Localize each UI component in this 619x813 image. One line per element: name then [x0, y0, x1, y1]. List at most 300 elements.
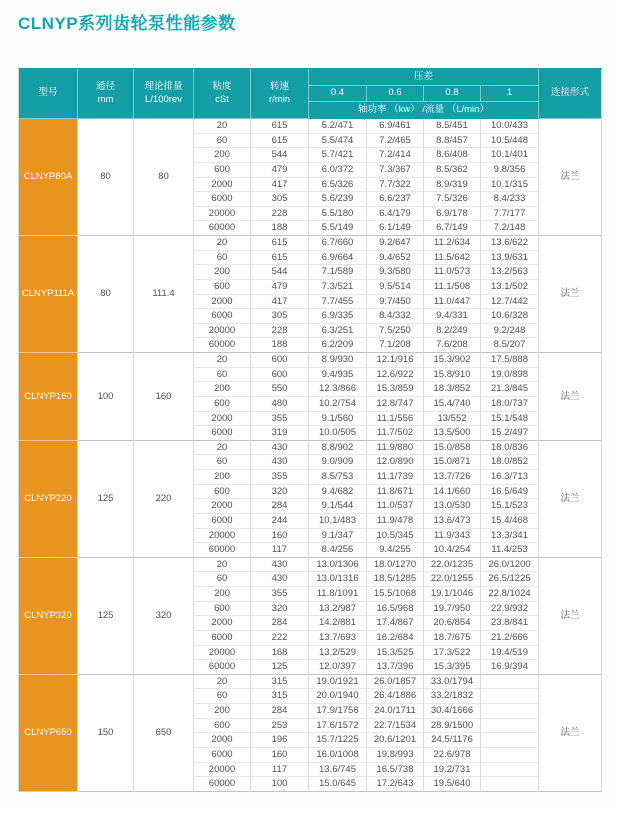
power-flow-cell-0.6: 17.4/867 [367, 616, 424, 631]
viscosity-cell: 20 [194, 119, 251, 134]
header-connection: 连接形式 [539, 69, 602, 119]
power-flow-cell-0.4: 5.5/149 [309, 221, 367, 236]
power-flow-cell-0.8: 8.2/249 [424, 324, 481, 339]
power-flow-cell-0.4: 9.1/347 [309, 529, 367, 544]
power-flow-cell-1 [481, 675, 539, 690]
power-flow-cell-1: 11.4/253 [481, 543, 539, 558]
speed-cell: 355 [251, 412, 309, 427]
viscosity-cell: 20000 [194, 324, 251, 339]
viscosity-cell: 60 [194, 134, 251, 149]
power-flow-cell-0.6: 9.4/652 [367, 251, 424, 266]
speed-cell: 430 [251, 455, 309, 470]
power-flow-cell-0.8: 22.6/978 [424, 748, 481, 763]
power-flow-cell-1 [481, 748, 539, 763]
diameter-cell: 80 [78, 119, 134, 236]
header-row-group [19, 69, 602, 86]
speed-cell: 600 [251, 353, 309, 368]
speed-cell: 479 [251, 280, 309, 295]
power-flow-cell-1: 18.0/737 [481, 397, 539, 412]
power-flow-cell-1: 10.1/401 [481, 148, 539, 163]
table-row [19, 119, 602, 134]
power-flow-cell-1: 7.2/148 [481, 221, 539, 236]
speed-cell: 228 [251, 207, 309, 222]
power-flow-cell-0.4: 8.4/256 [309, 543, 367, 558]
speed-cell: 320 [251, 485, 309, 500]
model-cell: CLNYP111A [19, 236, 78, 353]
speed-cell: 253 [251, 719, 309, 734]
power-flow-cell-0.6: 7.2/414 [367, 148, 424, 163]
diameter-cell: 150 [78, 675, 134, 792]
power-flow-cell-1 [481, 763, 539, 778]
power-flow-cell-0.6: 6.9/461 [367, 119, 424, 134]
power-flow-cell-0.4: 7.7/455 [309, 295, 367, 310]
power-flow-cell-1: 10.1/315 [481, 178, 539, 193]
viscosity-cell: 2000 [194, 412, 251, 427]
viscosity-cell: 20000 [194, 646, 251, 661]
connection-cell: 法兰 [539, 236, 602, 353]
speed-cell: 615 [251, 236, 309, 251]
power-flow-cell-0.4: 13.2/987 [309, 602, 367, 617]
speed-cell: 160 [251, 748, 309, 763]
header-model: 型号 [19, 69, 78, 119]
header-viscosity [194, 69, 251, 119]
header-displacement-unit: L/100rev [145, 93, 182, 105]
power-flow-cell-0.8: 8.5/362 [424, 163, 481, 178]
power-flow-cell-0.4: 5.2/471 [309, 119, 367, 134]
power-flow-cell-0.4: 10.1/483 [309, 514, 367, 529]
speed-cell: 544 [251, 265, 309, 280]
power-flow-cell-0.8: 15.0/871 [424, 455, 481, 470]
power-flow-cell-0.8: 22.0/1255 [424, 572, 481, 587]
viscosity-cell: 60000 [194, 543, 251, 558]
speed-cell: 355 [251, 587, 309, 602]
power-flow-cell-0.6: 11.9/478 [367, 514, 424, 529]
power-flow-cell-0.4: 13.0/1306 [309, 558, 367, 573]
power-flow-cell-0.4: 13.7/693 [309, 631, 367, 646]
power-flow-cell-1: 21.3/845 [481, 382, 539, 397]
connection-cell: 法兰 [539, 353, 602, 441]
power-flow-cell-0.6: 11.1/556 [367, 412, 424, 427]
table-row [19, 441, 602, 456]
speed-cell: 244 [251, 514, 309, 529]
power-flow-cell-0.6: 6.1/149 [367, 221, 424, 236]
power-flow-cell-1: 7.7/177 [481, 207, 539, 222]
power-flow-cell-0.4: 13.2/529 [309, 646, 367, 661]
power-flow-cell-1 [481, 689, 539, 704]
viscosity-cell: 60 [194, 251, 251, 266]
viscosity-cell: 200 [194, 704, 251, 719]
power-flow-cell-0.6: 6.6/237 [367, 192, 424, 207]
model-cell: CLNYP650 [19, 675, 78, 792]
header-diameter [78, 69, 134, 119]
viscosity-cell: 20000 [194, 763, 251, 778]
power-flow-cell-1: 16.9/394 [481, 660, 539, 675]
speed-cell: 430 [251, 558, 309, 573]
power-flow-cell-0.4: 9.4/682 [309, 485, 367, 500]
power-flow-cell-1: 10.0/433 [481, 119, 539, 134]
power-flow-cell-0.8: 10.4/254 [424, 543, 481, 558]
power-flow-cell-1: 17.5/888 [481, 353, 539, 368]
power-flow-cell-1: 21.2/666 [481, 631, 539, 646]
power-flow-cell-0.6: 7.2/465 [367, 134, 424, 149]
power-flow-cell-0.6: 11.1/739 [367, 470, 424, 485]
power-flow-cell-0.8: 19.1/1046 [424, 587, 481, 602]
power-flow-cell-1 [481, 704, 539, 719]
power-flow-cell-1: 10.6/328 [481, 309, 539, 324]
viscosity-cell: 600 [194, 280, 251, 295]
power-flow-cell-0.6: 15.5/1068 [367, 587, 424, 602]
power-flow-cell-0.6: 11.0/537 [367, 499, 424, 514]
speed-cell: 228 [251, 324, 309, 339]
speed-cell: 480 [251, 397, 309, 412]
power-flow-cell-0.6: 26.4/1886 [367, 689, 424, 704]
viscosity-cell: 6000 [194, 192, 251, 207]
power-flow-cell-0.6: 16.2/684 [367, 631, 424, 646]
viscosity-cell: 20 [194, 558, 251, 573]
viscosity-cell: 60000 [194, 777, 251, 792]
power-flow-cell-0.6: 7.1/208 [367, 338, 424, 353]
power-flow-cell-0.8: 11.5/642 [424, 251, 481, 266]
viscosity-cell: 200 [194, 265, 251, 280]
power-flow-cell-0.8: 7.6/208 [424, 338, 481, 353]
viscosity-cell: 6000 [194, 748, 251, 763]
viscosity-cell: 6000 [194, 631, 251, 646]
power-flow-cell-0.6: 7.5/250 [367, 324, 424, 339]
power-flow-cell-0.4: 10.2/754 [309, 397, 367, 412]
power-flow-cell-0.4: 10.0/505 [309, 426, 367, 441]
power-flow-cell-0.4: 5.5/180 [309, 207, 367, 222]
power-flow-cell-0.6: 7.7/322 [367, 178, 424, 193]
power-flow-cell-0.6: 11.7/502 [367, 426, 424, 441]
viscosity-cell: 20 [194, 353, 251, 368]
power-flow-cell-0.4: 5.7/421 [309, 148, 367, 163]
power-flow-cell-1: 12.7/442 [481, 295, 539, 310]
speed-cell: 430 [251, 441, 309, 456]
power-flow-cell-0.8: 11.0/573 [424, 265, 481, 280]
viscosity-cell: 600 [194, 602, 251, 617]
power-flow-cell-0.8: 13.7/726 [424, 470, 481, 485]
page-title: CLNYP系列齿轮泵性能参数 [18, 14, 236, 33]
speed-cell: 100 [251, 777, 309, 792]
power-flow-cell-1: 19.4/519 [481, 646, 539, 661]
power-flow-cell-0.8: 13.6/473 [424, 514, 481, 529]
power-flow-cell-0.8: 11.2/634 [424, 236, 481, 251]
power-flow-cell-0.8: 15.3/902 [424, 353, 481, 368]
viscosity-cell: 200 [194, 148, 251, 163]
power-flow-cell-0.6: 9.7/450 [367, 295, 424, 310]
power-flow-cell-0.8: 8.6/408 [424, 148, 481, 163]
speed-cell: 305 [251, 309, 309, 324]
header-viscosity-label: 粘度 [212, 80, 232, 92]
power-flow-cell-0.6: 12.1/916 [367, 353, 424, 368]
power-flow-cell-0.8: 33.0/1794 [424, 675, 481, 690]
viscosity-cell: 60000 [194, 221, 251, 236]
power-flow-cell-0.6: 12.8/747 [367, 397, 424, 412]
power-flow-cell-1: 19.0/898 [481, 368, 539, 383]
header-diameter-unit: mm [97, 93, 114, 105]
speed-cell: 117 [251, 543, 309, 558]
speed-cell: 160 [251, 529, 309, 544]
header-diameter-label: 通径 [95, 80, 115, 92]
power-flow-cell-1: 15.1/548 [481, 412, 539, 427]
viscosity-cell: 60 [194, 455, 251, 470]
power-flow-cell-0.4: 5.6/239 [309, 192, 367, 207]
power-flow-cell-1: 8.5/207 [481, 338, 539, 353]
displacement-cell: 111.4 [134, 236, 194, 353]
power-flow-cell-0.8: 19.5/640 [424, 777, 481, 792]
power-flow-cell-1: 16.5/649 [481, 485, 539, 500]
power-flow-cell-1: 9.2/248 [481, 324, 539, 339]
power-flow-cell-0.6: 17.2/643 [367, 777, 424, 792]
power-flow-cell-0.4: 14.2/881 [309, 616, 367, 631]
power-flow-cell-0.4: 6.7/660 [309, 236, 367, 251]
header-displacement-label: 理论排量 [144, 80, 183, 92]
displacement-cell: 160 [134, 353, 194, 441]
viscosity-cell: 60 [194, 689, 251, 704]
power-flow-cell-0.4: 13.6/745 [309, 763, 367, 778]
speed-cell: 550 [251, 382, 309, 397]
power-flow-cell-0.8: 15.8/910 [424, 368, 481, 383]
power-flow-cell-1: 13.9/631 [481, 251, 539, 266]
speed-cell: 355 [251, 470, 309, 485]
power-flow-cell-0.6: 18.5/1285 [367, 572, 424, 587]
viscosity-cell: 6000 [194, 309, 251, 324]
table-row [19, 675, 602, 690]
viscosity-cell: 60000 [194, 338, 251, 353]
speed-cell: 417 [251, 295, 309, 310]
power-flow-cell-1: 13.6/622 [481, 236, 539, 251]
power-flow-cell-1: 9.8/356 [481, 163, 539, 178]
header-pressure-0.6: 0.6 [367, 86, 424, 102]
power-flow-cell-0.8: 11.9/343 [424, 529, 481, 544]
power-flow-cell-0.8: 22.0/1235 [424, 558, 481, 573]
power-flow-cell-0.6: 9.2/647 [367, 236, 424, 251]
power-flow-cell-0.4: 9.1/544 [309, 499, 367, 514]
speed-cell: 417 [251, 178, 309, 193]
table-header [19, 69, 602, 119]
speed-cell: 222 [251, 631, 309, 646]
power-flow-cell-1: 15.4/468 [481, 514, 539, 529]
power-flow-cell-0.8: 6.9/178 [424, 207, 481, 222]
power-flow-cell-0.4: 8.8/902 [309, 441, 367, 456]
power-flow-cell-0.8: 6.7/149 [424, 221, 481, 236]
power-flow-cell-0.8: 14.1/660 [424, 485, 481, 500]
speed-cell: 320 [251, 602, 309, 617]
power-flow-cell-0.4: 12.3/866 [309, 382, 367, 397]
header-pressure-0.4: 0.4 [309, 86, 367, 102]
power-flow-cell-0.8: 8.8/457 [424, 134, 481, 149]
viscosity-cell: 2000 [194, 178, 251, 193]
power-flow-cell-0.4: 6.9/664 [309, 251, 367, 266]
power-flow-cell-0.6: 13.7/396 [367, 660, 424, 675]
power-flow-cell-0.6: 8.4/332 [367, 309, 424, 324]
power-flow-cell-0.4: 16.0/1008 [309, 748, 367, 763]
power-flow-cell-1: 18.0/836 [481, 441, 539, 456]
power-flow-cell-1: 8.4/233 [481, 192, 539, 207]
speed-cell: 117 [251, 763, 309, 778]
power-flow-cell-0.8: 18.3/852 [424, 382, 481, 397]
speed-cell: 125 [251, 660, 309, 675]
speed-cell: 615 [251, 119, 309, 134]
power-flow-cell-0.8: 15.4/740 [424, 397, 481, 412]
power-flow-cell-1: 26.5/1225 [481, 572, 539, 587]
speed-cell: 284 [251, 616, 309, 631]
power-flow-cell-1 [481, 733, 539, 748]
speed-cell: 315 [251, 675, 309, 690]
speed-cell: 430 [251, 572, 309, 587]
power-flow-cell-0.6: 10.5/345 [367, 529, 424, 544]
power-flow-cell-0.8: 13/552 [424, 412, 481, 427]
power-flow-cell-1: 13.1/502 [481, 280, 539, 295]
model-cell: CLNYP220 [19, 441, 78, 558]
power-flow-cell-0.4: 19.0/1921 [309, 675, 367, 690]
power-flow-cell-0.4: 6.0/372 [309, 163, 367, 178]
power-flow-cell-0.4: 17.6/1572 [309, 719, 367, 734]
power-flow-cell-1: 13.3/341 [481, 529, 539, 544]
displacement-cell: 80 [134, 119, 194, 236]
power-flow-cell-0.8: 13.0/530 [424, 499, 481, 514]
header-speed [251, 69, 309, 119]
diameter-cell: 80 [78, 236, 134, 353]
header-pressure-1: 1 [481, 86, 539, 102]
power-flow-cell-1: 18.0/852 [481, 455, 539, 470]
diameter-cell: 100 [78, 353, 134, 441]
connection-cell: 法兰 [539, 441, 602, 558]
power-flow-cell-0.8: 9.4/331 [424, 309, 481, 324]
power-flow-cell-0.6: 12.0/890 [367, 455, 424, 470]
power-flow-cell-0.4: 9.0/909 [309, 455, 367, 470]
speed-cell: 479 [251, 163, 309, 178]
power-flow-cell-0.6: 20.6/1201 [367, 733, 424, 748]
pump-performance-table [18, 68, 602, 792]
power-flow-cell-0.4: 7.3/521 [309, 280, 367, 295]
power-flow-cell-0.6: 15.3/525 [367, 646, 424, 661]
model-cell: CLNYP320 [19, 558, 78, 675]
power-flow-cell-0.8: 8.9/319 [424, 178, 481, 193]
power-flow-cell-0.8: 28.9/1500 [424, 719, 481, 734]
diameter-cell: 125 [78, 441, 134, 558]
connection-cell: 法兰 [539, 675, 602, 792]
viscosity-cell: 20000 [194, 529, 251, 544]
power-flow-cell-0.8: 30.4/1666 [424, 704, 481, 719]
power-flow-cell-1: 16.3/713 [481, 470, 539, 485]
speed-cell: 188 [251, 221, 309, 236]
power-flow-cell-0.8: 11.0/447 [424, 295, 481, 310]
header-displacement [134, 69, 194, 119]
power-flow-cell-0.8: 18.7/675 [424, 631, 481, 646]
power-flow-cell-1: 22.9/932 [481, 602, 539, 617]
viscosity-cell: 20 [194, 675, 251, 690]
power-flow-cell-0.4: 13.0/1316 [309, 572, 367, 587]
power-flow-cell-0.4: 12.0/397 [309, 660, 367, 675]
viscosity-cell: 600 [194, 719, 251, 734]
viscosity-cell: 200 [194, 470, 251, 485]
power-flow-cell-1: 15.2/497 [481, 426, 539, 441]
header-speed-label: 转速 [269, 80, 289, 92]
power-flow-cell-0.4: 9.4/935 [309, 368, 367, 383]
speed-cell: 544 [251, 148, 309, 163]
connection-cell: 法兰 [539, 119, 602, 236]
power-flow-cell-0.8: 19.7/950 [424, 602, 481, 617]
power-flow-cell-0.6: 12.6/922 [367, 368, 424, 383]
viscosity-cell: 2000 [194, 616, 251, 631]
power-flow-cell-0.6: 16.5/738 [367, 763, 424, 778]
viscosity-cell: 2000 [194, 295, 251, 310]
displacement-cell: 320 [134, 558, 194, 675]
power-flow-cell-0.6: 9.3/580 [367, 265, 424, 280]
header-viscosity-unit: cSt [215, 93, 229, 105]
power-flow-cell-0.6: 18.0/1270 [367, 558, 424, 573]
viscosity-cell: 600 [194, 397, 251, 412]
viscosity-cell: 20 [194, 236, 251, 251]
power-flow-cell-0.6: 6.4/179 [367, 207, 424, 222]
power-flow-cell-0.4: 20.0/1940 [309, 689, 367, 704]
speed-cell: 196 [251, 733, 309, 748]
power-flow-cell-0.6: 24.0/1711 [367, 704, 424, 719]
header-power-flow-label: 轴功率 （kw） /流量 （L/min） [309, 102, 539, 119]
viscosity-cell: 60 [194, 572, 251, 587]
power-flow-cell-1 [481, 777, 539, 792]
header-pressure-0.8: 0.8 [424, 86, 481, 102]
power-flow-cell-0.8: 24.5/1176 [424, 733, 481, 748]
table-row [19, 236, 602, 251]
displacement-cell: 650 [134, 675, 194, 792]
power-flow-cell-1 [481, 719, 539, 734]
viscosity-cell: 2000 [194, 499, 251, 514]
connection-cell: 法兰 [539, 558, 602, 675]
speed-cell: 600 [251, 368, 309, 383]
power-flow-cell-0.8: 20.6/854 [424, 616, 481, 631]
power-flow-cell-0.4: 7.1/589 [309, 265, 367, 280]
power-flow-cell-0.6: 22.7/1534 [367, 719, 424, 734]
header-speed-unit: r/min [268, 93, 291, 105]
power-flow-cell-0.4: 5.5/474 [309, 134, 367, 149]
header-pressure-group: 压差 [309, 69, 539, 86]
power-flow-cell-0.4: 8.9/930 [309, 353, 367, 368]
power-flow-cell-0.6: 7.3/367 [367, 163, 424, 178]
power-flow-cell-0.4: 15.7/1225 [309, 733, 367, 748]
model-cell: CLNYP80A [19, 119, 78, 236]
viscosity-cell: 2000 [194, 733, 251, 748]
power-flow-cell-0.6: 9.5/514 [367, 280, 424, 295]
speed-cell: 284 [251, 499, 309, 514]
table-body [19, 119, 602, 792]
power-flow-cell-0.4: 6.5/326 [309, 178, 367, 193]
power-flow-cell-0.8: 11.1/508 [424, 280, 481, 295]
power-flow-cell-0.8: 13.5/500 [424, 426, 481, 441]
displacement-cell: 220 [134, 441, 194, 558]
speed-cell: 188 [251, 338, 309, 353]
power-flow-cell-0.4: 15.0/645 [309, 777, 367, 792]
power-flow-cell-0.6: 11.8/671 [367, 485, 424, 500]
model-cell: CLNYP160 [19, 353, 78, 441]
viscosity-cell: 600 [194, 163, 251, 178]
speed-cell: 168 [251, 646, 309, 661]
speed-cell: 615 [251, 251, 309, 266]
power-flow-cell-0.4: 6.9/335 [309, 309, 367, 324]
power-flow-cell-0.4: 6.3/251 [309, 324, 367, 339]
power-flow-cell-0.8: 8.5/451 [424, 119, 481, 134]
diameter-cell: 125 [78, 558, 134, 675]
power-flow-cell-0.8: 15.0/858 [424, 441, 481, 456]
table-row [19, 558, 602, 573]
viscosity-cell: 6000 [194, 514, 251, 529]
speed-cell: 315 [251, 689, 309, 704]
power-flow-cell-1: 15.1/523 [481, 499, 539, 514]
power-flow-cell-0.8: 17.3/522 [424, 646, 481, 661]
power-flow-cell-0.6: 9.4/255 [367, 543, 424, 558]
viscosity-cell: 20000 [194, 207, 251, 222]
